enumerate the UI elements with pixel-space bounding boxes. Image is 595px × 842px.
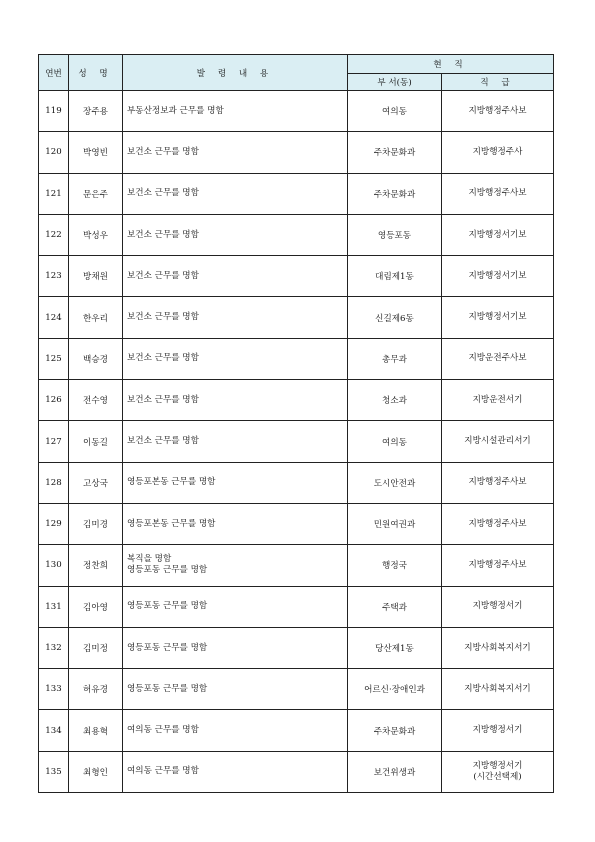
grade-line: 지방행정주사보	[468, 518, 527, 529]
table-row	[39, 173, 554, 214]
employee-name: 백승경	[69, 338, 123, 379]
current-grade	[442, 173, 554, 214]
current-department: 총무과	[348, 338, 442, 379]
table-row	[39, 214, 554, 255]
current-department: 신길제6동	[348, 297, 442, 338]
grade-line: 지방행정서기	[472, 601, 523, 612]
grade-line: 지방행정주사보	[468, 188, 527, 199]
order-content	[123, 132, 348, 173]
employee-name: 최형인	[69, 751, 123, 792]
current-grade	[442, 338, 554, 379]
header-department: 부 서(동)	[348, 74, 442, 91]
row-number: 133	[39, 669, 69, 710]
current-department: 영등포동	[348, 214, 442, 255]
employee-name: 고상국	[69, 462, 123, 503]
order-line: 여의동 근무를 명함	[127, 725, 199, 736]
table-row	[39, 297, 554, 338]
order-content	[123, 256, 348, 297]
row-number: 127	[39, 421, 69, 462]
order-content	[123, 462, 348, 503]
order-line: 보건소 근무를 명함	[127, 394, 199, 405]
order-line: 영등포동 근무를 명함	[127, 565, 208, 576]
current-grade	[442, 297, 554, 338]
current-department: 대림제1동	[348, 256, 442, 297]
header-current-position: 현 직	[348, 55, 554, 74]
order-content	[123, 91, 348, 132]
current-department: 여의동	[348, 421, 442, 462]
current-grade	[442, 751, 554, 792]
order-content	[123, 297, 348, 338]
table-row	[39, 462, 554, 503]
current-grade	[442, 586, 554, 627]
table-row	[39, 586, 554, 627]
grade-line: 지방행정서기	[472, 725, 523, 736]
grade-line: 지방행정주사보	[468, 105, 527, 116]
current-grade	[442, 132, 554, 173]
order-line: 보건소 근무를 명함	[127, 312, 199, 323]
current-grade	[442, 627, 554, 668]
order-content	[123, 503, 348, 544]
employee-name: 정찬희	[69, 545, 123, 586]
table-row	[39, 256, 554, 297]
row-number: 132	[39, 627, 69, 668]
current-grade	[442, 669, 554, 710]
employee-name: 장주용	[69, 91, 123, 132]
current-department: 주차문화과	[348, 710, 442, 751]
current-grade	[442, 503, 554, 544]
order-content	[123, 214, 348, 255]
employee-name: 김미경	[69, 503, 123, 544]
employee-name: 전수영	[69, 380, 123, 421]
current-department: 청소과	[348, 380, 442, 421]
current-grade	[442, 710, 554, 751]
row-number: 123	[39, 256, 69, 297]
grade-line: 지방사회복지서기	[464, 642, 531, 653]
current-grade	[442, 421, 554, 462]
row-number: 125	[39, 338, 69, 379]
row-number: 121	[39, 173, 69, 214]
order-line: 영등포본동 근무를 명함	[127, 518, 216, 529]
current-department: 민원여권과	[348, 503, 442, 544]
grade-line: 지방행정서기보	[468, 229, 527, 240]
table-row	[39, 91, 554, 132]
table-row	[39, 710, 554, 751]
personnel-order-table	[38, 54, 554, 793]
current-department: 당산제1동	[348, 627, 442, 668]
employee-name: 최용혁	[69, 710, 123, 751]
order-content	[123, 173, 348, 214]
order-content	[123, 380, 348, 421]
table-row	[39, 503, 554, 544]
grade-line: 지방행정서기보	[468, 270, 527, 281]
grade-line: 지방운전주사보	[468, 353, 527, 364]
order-content	[123, 338, 348, 379]
table-row	[39, 338, 554, 379]
grade-line: 지방행정주사보	[468, 559, 527, 570]
current-department: 도시안전과	[348, 462, 442, 503]
table-row	[39, 380, 554, 421]
grade-line: 지방시설관리서기	[464, 436, 531, 447]
grade-line: 지방운전서기	[472, 394, 523, 405]
current-department: 주택과	[348, 586, 442, 627]
grade-line: 지방행정서기보	[468, 312, 527, 323]
current-department: 행정국	[348, 545, 442, 586]
order-line: 보건소 근무를 명함	[127, 229, 199, 240]
grade-line: 지방행정주사	[472, 146, 523, 157]
row-number: 120	[39, 132, 69, 173]
header-grade: 직 급	[442, 74, 554, 91]
grade-line: (시간선택제)	[473, 771, 522, 782]
employee-name: 박영빈	[69, 132, 123, 173]
row-number: 135	[39, 751, 69, 792]
current-department: 주차문화과	[348, 132, 442, 173]
current-department: 보건위생과	[348, 751, 442, 792]
row-number: 126	[39, 380, 69, 421]
current-grade	[442, 214, 554, 255]
table-row	[39, 751, 554, 792]
employee-name: 한우리	[69, 297, 123, 338]
order-content	[123, 627, 348, 668]
row-number: 130	[39, 545, 69, 586]
row-number: 122	[39, 214, 69, 255]
order-line: 보건소 근무를 명함	[127, 436, 199, 447]
employee-name: 허유경	[69, 669, 123, 710]
order-line: 보건소 근무를 명함	[127, 146, 199, 157]
order-line: 부동산정보과 근무를 명함	[127, 105, 224, 116]
employee-name: 김아영	[69, 586, 123, 627]
order-line: 보건소 근무를 명함	[127, 353, 199, 364]
header-order-content: 발 령 내 용	[123, 55, 348, 91]
grade-line: 지방행정서기	[472, 760, 523, 771]
table-row	[39, 669, 554, 710]
order-line: 영등포동 근무를 명함	[127, 642, 208, 653]
table-body	[39, 91, 554, 793]
employee-name: 박성우	[69, 214, 123, 255]
employee-name: 방채원	[69, 256, 123, 297]
current-department: 주차문화과	[348, 173, 442, 214]
order-content	[123, 545, 348, 586]
order-line: 여의동 근무를 명함	[127, 766, 199, 777]
row-number: 124	[39, 297, 69, 338]
order-content	[123, 710, 348, 751]
current-grade	[442, 91, 554, 132]
row-number: 128	[39, 462, 69, 503]
order-content	[123, 669, 348, 710]
header-name: 성 명	[69, 55, 123, 91]
current-department: 어르신·장애인과	[348, 669, 442, 710]
order-content	[123, 586, 348, 627]
order-line: 영등포본동 근무를 명함	[127, 477, 216, 488]
row-number: 131	[39, 586, 69, 627]
table-row	[39, 545, 554, 586]
table-row	[39, 132, 554, 173]
order-content	[123, 421, 348, 462]
order-line: 영등포동 근무를 명함	[127, 683, 208, 694]
order-line: 복직을 명함	[127, 554, 172, 565]
order-line: 영등포동 근무를 명함	[127, 601, 208, 612]
table-row	[39, 421, 554, 462]
current-department: 여의동	[348, 91, 442, 132]
table-row	[39, 627, 554, 668]
employee-name: 김미정	[69, 627, 123, 668]
current-grade	[442, 380, 554, 421]
current-grade	[442, 545, 554, 586]
grade-line: 지방행정주사보	[468, 477, 527, 488]
order-content	[123, 751, 348, 792]
employee-name: 이동길	[69, 421, 123, 462]
grade-line: 지방사회복지서기	[464, 683, 531, 694]
employee-name: 문은주	[69, 173, 123, 214]
row-number: 129	[39, 503, 69, 544]
current-grade	[442, 462, 554, 503]
current-grade	[442, 256, 554, 297]
header-number: 연번	[39, 55, 69, 91]
row-number: 134	[39, 710, 69, 751]
order-line: 보건소 근무를 명함	[127, 188, 199, 199]
row-number: 119	[39, 91, 69, 132]
order-line: 보건소 근무를 명함	[127, 270, 199, 281]
